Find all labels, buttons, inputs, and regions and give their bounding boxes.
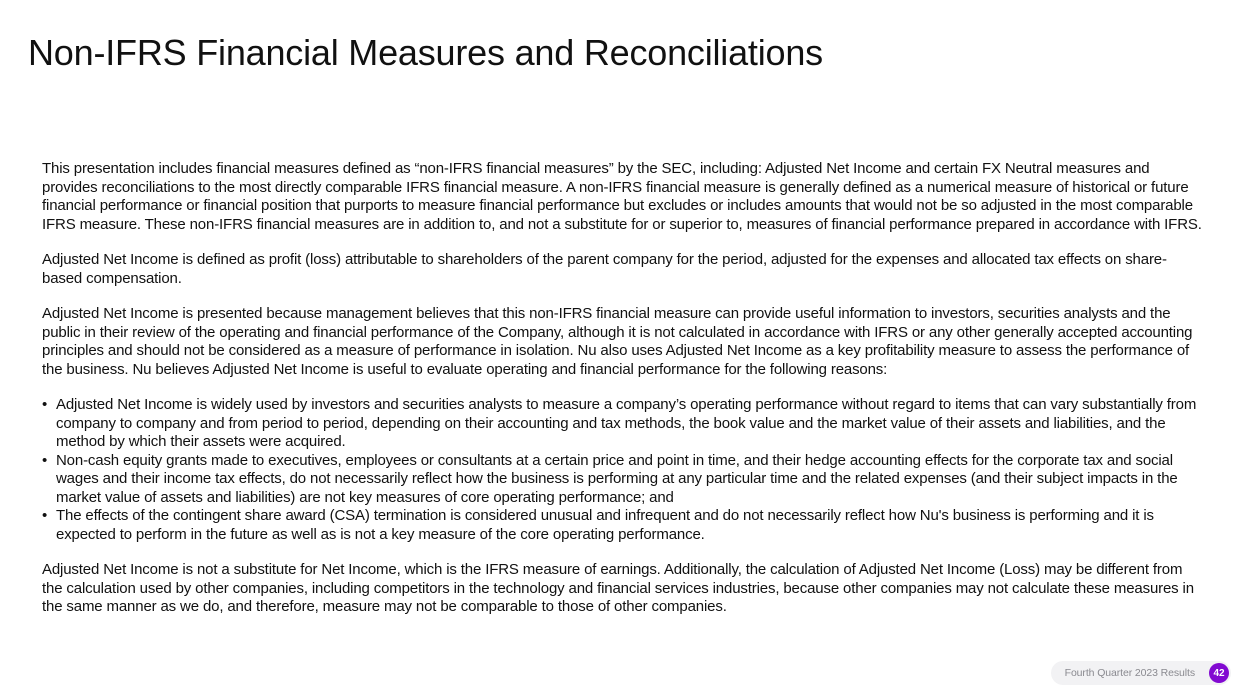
list-item-text: The effects of the contingent share award (CSA) termination is considered unusual and infrequent and do not necessarily reflect how Nu's business is performing and it is expected to perform in the future as well as is not a key measure of the core operating performance. (56, 507, 1154, 543)
bullet-icon: • (42, 507, 48, 524)
reasons-list (42, 396, 1204, 544)
footer-label: Fourth Quarter 2023 Results (1064, 667, 1195, 679)
closing-paragraph: Adjusted Net Income is not a substitute for Net Income, which is the IFRS measure of earnings. Additionally, the calculation of Adjusted Net Income (Loss) may be different from the calculation used by other companies, including competitors in the technology and financial services industries, because other companies may not calculate these measures in the same manner as we do, and therefore, measure may not be comparable to those of other companies. (42, 561, 1194, 615)
slide-body (42, 160, 1204, 634)
list-item-text: Non-cash equity grants made to executives, employees or consultants at a certain price and point in time, and their hedge accounting effects for the corporate tax and social wages and their income tax effects, do not necessarily reflect how the business is performing at any particular time and the related expenses (and their subject impacts in the market value of assets and liabilities) are not key measures of core operating performance; and (56, 451, 1178, 506)
intro-paragraph: This presentation includes financial measures defined as “non-IFRS financial measures” by the SEC, including: Adjusted Net Income and certain FX Neutral measures and provides reconciliations to the most directly comparable IFRS financial measure. A non-IFRS financial measure is generally defined as a numerical measure of historical or future financial performance or financial position that purports to measure financial performance but excludes or includes amounts that would not be so adjusted in the most comparable IFRS measure. These non-IFRS financial measures are in addition to, and not a substitute for or superior to, measures of financial performance prepared in accordance with IFRS. (42, 160, 1202, 233)
page-number-badge: 42 (1209, 663, 1229, 683)
bullet-icon: • (42, 396, 48, 413)
list-item (42, 507, 1204, 544)
list-item (42, 396, 1204, 452)
slide-footer (1051, 661, 1231, 685)
bullet-icon: • (42, 451, 48, 469)
list-item-text: Adjusted Net Income is widely used by investors and securities analysts to measure a company’s operating performance without regard to items that can vary substantially from company to company and from period to period, depending on their accounting and tax methods, the book value and the market value of their assets and liabilities, and the method by which their assets were acquired. (56, 396, 1197, 450)
list-item (42, 452, 1204, 508)
page-title: Non-IFRS Financial Measures and Reconciliations (28, 32, 823, 73)
definition-paragraph: Adjusted Net Income is defined as profit (loss) attributable to shareholders of the parent company for the period, adjusted for the expenses and allocated tax effects on share-based compensation. (42, 251, 1167, 287)
rationale-paragraph: Adjusted Net Income is presented because management believes that this non-IFRS financial measure can provide useful information to investors, securities analysts and the public in their review of the operating and financial performance of the Company, although it is not calculated in accordance with IFRS or any other generally accepted accounting principles and should not be considered as a measure of performance in isolation. Nu also uses Adjusted Net Income as a key profitability measure to assess the performance of the business. Nu believes Adjusted Net Income is useful to evaluate operating and financial performance for the following reasons: (42, 305, 1193, 378)
